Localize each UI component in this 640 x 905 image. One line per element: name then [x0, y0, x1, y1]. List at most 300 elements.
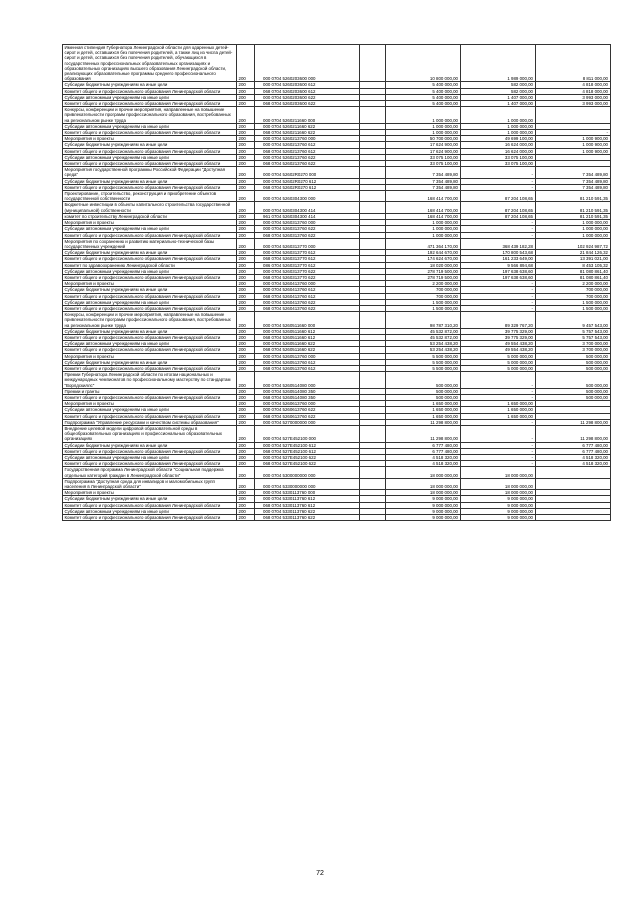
row-remainder-cell: 1 000 900,00	[535, 142, 610, 148]
row-min-cell: 200	[237, 334, 255, 340]
row-min-cell: 200	[237, 341, 255, 347]
budget-table	[62, 44, 611, 521]
row-total-cell: 33 075 100,00	[385, 154, 460, 160]
row-total-cell: 1 000 000,00	[385, 130, 460, 136]
row-name-cell: Комитет общего и профессионального образования Ленинградской области	[63, 413, 237, 419]
row-total-cell: 98 787 310,20	[385, 312, 460, 329]
row-executed-cell: -	[460, 281, 535, 287]
row-remainder-cell: 1 000 000,00	[535, 220, 610, 226]
row-code-cell: 068 0704 5260211660 622	[255, 130, 360, 136]
row-total-cell: 4 518 320,00	[385, 461, 460, 467]
row-name-cell: Государственная программа Ленинградской области "Социальная поддержка отдельных категорий граждан в Ленинградской области"	[63, 467, 237, 478]
row-remainder-cell: 11 298 800,00	[535, 419, 610, 425]
row-name-cell: Бюджетные инвестиции в объекты капитального строительства государственной (муниципальной) собственности	[63, 202, 237, 213]
row-name-cell: Комитет общего и профессионального образования Ленинградской области	[63, 394, 237, 400]
row-remainder-cell: 4 818 000,00	[535, 88, 610, 94]
row-total-cell: 7 354 489,80	[385, 167, 460, 178]
row-min-cell: 200	[237, 123, 255, 129]
row-empty-cell	[359, 191, 385, 202]
row-code-cell: 068 0704 5260203600 612	[255, 88, 360, 94]
row-total-cell: 1 000 000,00	[385, 226, 460, 232]
row-executed-cell: -	[460, 388, 535, 394]
row-total-cell: 1 500 000,00	[385, 305, 460, 311]
row-total-cell: 18 020 000,00	[385, 262, 460, 268]
row-executed-cell: 1 407 000,00	[460, 94, 535, 100]
row-min-cell: 200	[237, 178, 255, 184]
row-empty-cell	[359, 515, 385, 521]
row-executed-cell: 1 650 000,00	[460, 401, 535, 407]
row-remainder-cell: 81 210 591,35	[535, 213, 610, 219]
row-name-cell: Комитет общего и профессионального образования Ленинградской области	[63, 148, 237, 154]
row-total-cell: 17 624 900,00	[385, 142, 460, 148]
row-name-cell: Субсидии бюджетным учреждениям на иные цели	[63, 442, 237, 448]
row-executed-cell: 9 000 000,00	[460, 496, 535, 502]
row-total-cell: 5 400 000,00	[385, 88, 460, 94]
row-min-cell: 200	[237, 88, 255, 94]
row-min-cell: 200	[237, 101, 255, 107]
row-name-cell: Субсидии бюджетным учреждениям на иные цели	[63, 250, 237, 256]
row-name-cell: Проектирование, строительство, реконструкция и приобретение объектов государственной собственности	[63, 191, 237, 202]
row-name-cell: Субсидии автономным учреждениям на иные цели	[63, 341, 237, 347]
row-min-cell: 200	[237, 401, 255, 407]
row-name-cell: Комитет общего и профессионального образования Ленинградской области	[63, 232, 237, 238]
row-executed-cell: 16 624 000,00	[460, 148, 535, 154]
row-code-cell: 000 0704 5260613760 000	[255, 401, 360, 407]
row-name-cell: Комитет общего и профессионального образования Ленинградской области	[63, 305, 237, 311]
row-name-cell: Мероприятия государственной программы Российской Федерации "Доступная среда"	[63, 167, 237, 178]
row-remainder-cell: 700 000,00	[535, 287, 610, 293]
row-min-cell: 200	[237, 142, 255, 148]
row-executed-cell: -	[460, 305, 535, 311]
row-name-cell: Премии и гранты	[63, 388, 237, 394]
row-min-cell: 200	[237, 130, 255, 136]
row-remainder-cell: 81 210 591,35	[535, 202, 610, 213]
row-min-cell: 200	[237, 426, 255, 443]
row-empty-cell	[359, 467, 385, 478]
row-executed-cell: -	[460, 448, 535, 454]
row-min-cell: 200	[237, 107, 255, 124]
row-total-cell: 9 000 000,00	[385, 496, 460, 502]
row-remainder-cell	[535, 478, 610, 489]
row-executed-cell: -	[460, 232, 535, 238]
row-name-cell: Мероприятия и проекты	[63, 281, 237, 287]
row-total-cell: 11 298 800,00	[385, 426, 460, 443]
row-min-cell: 200	[237, 442, 255, 448]
row-executed-cell: 18 000 000,00	[460, 478, 535, 489]
row-min-cell: 200	[237, 184, 255, 190]
row-code-cell: 000 0704 5260313760 000	[255, 220, 360, 226]
row-name-cell: Комитет общего и профессионального образования Ленинградской области	[63, 448, 237, 454]
row-name-cell: Комитет общего и профессионального образования Ленинградской области	[63, 274, 237, 280]
row-code-cell: 000 0704 5260313770 622	[255, 268, 360, 274]
row-remainder-cell: 3 993 000,00	[535, 101, 610, 107]
row-remainder-cell: 7 354 489,80	[535, 178, 610, 184]
row-name-cell: Комитет общего и профессионального образования Ленинградской области	[63, 130, 237, 136]
row-remainder-cell: 102 924 987,72	[535, 238, 610, 249]
row-total-cell: 700 000,00	[385, 293, 460, 299]
row-name-cell: Комитет общего и профессионального образования Ленинградской области	[63, 365, 237, 371]
row-executed-cell: 87 204 108,65	[460, 191, 535, 202]
row-executed-cell: 87 204 108,65	[460, 213, 535, 219]
row-min-cell: 200	[237, 372, 255, 389]
row-empty-cell	[359, 312, 385, 329]
row-executed-cell: 1 989 000,00	[460, 45, 535, 82]
row-code-cell: 000 0704 5330113760 622	[255, 508, 360, 514]
row-name-cell: Конкурсы, конференции и прочие мероприятия, направленные на повышение привлекательности программ профессионального образования, востребованных на региональном рынке труда	[63, 107, 237, 124]
row-name-cell: Субсидии автономным учреждениям на иные цели	[63, 455, 237, 461]
row-name-cell: Субсидии автономным учреждениям на иные цели	[63, 123, 237, 129]
row-executed-cell: 33 075 100,00	[460, 154, 535, 160]
row-total-cell: 5 400 000,00	[385, 82, 460, 88]
table-row	[63, 312, 611, 329]
row-min-cell: 200	[237, 213, 255, 219]
row-name-cell: комитет по строительству Ленинградской области	[63, 213, 237, 219]
row-min-cell: 200	[237, 515, 255, 521]
row-code-cell: 000 0704 52602R0270 000	[255, 167, 360, 178]
row-min-cell: 200	[237, 305, 255, 311]
row-name-cell: Мероприятия и проекты	[63, 136, 237, 142]
row-name-cell: Субсидии автономным учреждениям на иные цели	[63, 299, 237, 305]
row-executed-cell: 9 000 000,00	[460, 502, 535, 508]
table-row	[63, 45, 611, 82]
page-number: 72	[316, 870, 324, 877]
row-total-cell: 5 500 000,00	[385, 359, 460, 365]
row-remainder-cell: 1 000 900,00	[535, 136, 610, 142]
row-code-cell: 068 0704 5260514080 350	[255, 394, 360, 400]
row-code-cell: 000 0704 5330113760 000	[255, 490, 360, 496]
table-row	[63, 467, 611, 478]
row-total-cell: 1 500 000,00	[385, 299, 460, 305]
row-executed-cell: 1 650 000,00	[460, 413, 535, 419]
row-executed-cell: 1 000 000,00	[460, 123, 535, 129]
row-min-cell: 200	[237, 274, 255, 280]
row-remainder-cell: 4 818 000,00	[535, 82, 610, 88]
row-min-cell: 200	[237, 388, 255, 394]
table-row	[63, 372, 611, 389]
row-code-cell: 000 0704 5260513760 000	[255, 353, 360, 359]
table-row	[63, 107, 611, 124]
row-remainder-cell: 6 777 480,00	[535, 448, 610, 454]
row-min-cell: 200	[237, 154, 255, 160]
row-name-cell: Мероприятия и проекты	[63, 401, 237, 407]
row-executed-cell: 33 075 100,00	[460, 161, 535, 167]
row-min-cell: 200	[237, 394, 255, 400]
row-remainder-cell	[535, 515, 610, 521]
row-executed-cell: -	[460, 293, 535, 299]
row-name-cell: Мероприятия и проекты	[63, 490, 237, 496]
row-remainder-cell: 8 453 105,32	[535, 262, 610, 268]
table-row	[63, 167, 611, 178]
row-executed-cell: 18 000 000,00	[460, 490, 535, 496]
row-executed-cell: 582 000,00	[460, 82, 535, 88]
row-name-cell: Субсидии автономным учреждениям на иные цели	[63, 154, 237, 160]
table-row	[63, 202, 611, 213]
row-remainder-cell	[535, 467, 610, 478]
row-empty-cell	[359, 372, 385, 389]
row-total-cell: 471 364 170,00	[385, 238, 460, 249]
row-name-cell: Подпрограмма "Управление ресурсами и качеством системы образования"	[63, 419, 237, 425]
row-executed-cell: 368 439 182,28	[460, 238, 535, 249]
table-row	[63, 478, 611, 489]
row-remainder-cell: 5 757 543,00	[535, 328, 610, 334]
row-min-cell: 200	[237, 256, 255, 262]
row-remainder-cell: 500 000,00	[535, 388, 610, 394]
row-total-cell: 6 777 480,00	[385, 442, 460, 448]
table-row	[63, 426, 611, 443]
row-total-cell: 1 650 000,00	[385, 413, 460, 419]
row-name-cell: Субсидии автономным учреждениям на иные цели	[63, 407, 237, 413]
row-executed-cell: 89 329 767,20	[460, 312, 535, 329]
row-name-cell: Конкурсы, конференции и прочие мероприятия, направленные на повышение привлекательности программ профессионального образования, востребованных на региональном рынке труда	[63, 312, 237, 329]
row-code-cell: 000 0704 5260413760 612	[255, 287, 360, 293]
row-total-cell: 500 000,00	[385, 394, 460, 400]
row-executed-cell: -	[460, 426, 535, 443]
row-min-cell: 200	[237, 287, 255, 293]
row-name-cell: Подпрограмма "Доступная среда для инвалидов и маломобильных групп населения в Ленинградской области"	[63, 478, 237, 489]
row-min-cell: 200	[237, 347, 255, 353]
row-executed-cell: -	[460, 372, 535, 389]
row-name-cell: Комитет общего и профессионального образования Ленинградской области	[63, 461, 237, 467]
row-min-cell: 200	[237, 148, 255, 154]
row-name-cell: Субсидии бюджетным учреждениям на иные цели	[63, 142, 237, 148]
row-min-cell: 200	[237, 299, 255, 305]
row-executed-cell: -	[460, 220, 535, 226]
row-min-cell: 200	[237, 448, 255, 454]
row-name-cell: Субсидии бюджетным учреждениям на иные цели	[63, 287, 237, 293]
row-executed-cell: -	[460, 394, 535, 400]
row-remainder-cell: 81 080 861,40	[535, 268, 610, 274]
budget-table-sheet	[62, 44, 608, 521]
row-code-cell: 000 0704 527E452100 622	[255, 455, 360, 461]
row-code-cell: 000 0704 527E452100 000	[255, 426, 360, 443]
row-code-cell: 000 0704 5270000000 000	[255, 419, 360, 425]
row-code-cell: 000 0704 52602R0270 612	[255, 178, 360, 184]
row-total-cell: 53 254 438,20	[385, 341, 460, 347]
row-remainder-cell: 700 000,00	[535, 293, 610, 299]
row-code-cell: 000 0704 5260211660 622	[255, 123, 360, 129]
row-remainder-cell: 11 298 800,00	[535, 426, 610, 443]
row-total-cell: 174 624 670,00	[385, 256, 460, 262]
row-executed-cell: -	[460, 419, 535, 425]
row-remainder-cell: 1 000 900,00	[535, 148, 610, 154]
row-executed-cell: -	[460, 184, 535, 190]
row-remainder-cell: 1 500 000,00	[535, 299, 610, 305]
row-executed-cell: -	[460, 287, 535, 293]
row-executed-cell: 39 775 329,00	[460, 334, 535, 340]
row-total-cell: 18 000 000,00	[385, 490, 460, 496]
row-remainder-cell: 1 000 000,00	[535, 226, 610, 232]
row-min-cell: 200	[237, 353, 255, 359]
row-executed-cell: 49 699 100,00	[460, 136, 535, 142]
row-code-cell: 068 0704 5260413760 622	[255, 305, 360, 311]
row-name-cell: Субсидии бюджетным учреждениям на иные цели	[63, 82, 237, 88]
row-name-cell: Мероприятия и проекты	[63, 220, 237, 226]
row-code-cell: 068 0704 5260613760 622	[255, 413, 360, 419]
row-executed-cell: 197 638 638,60	[460, 274, 535, 280]
row-name-cell: Комитет общего и профессионального образования Ленинградской области	[63, 347, 237, 353]
row-code-cell: 961 0704 5260304300 414	[255, 213, 360, 219]
row-code-cell: 068 0704 5260203600 622	[255, 101, 360, 107]
row-name-cell: Комитет общего и профессионального образования Ленинградской области	[63, 161, 237, 167]
row-executed-cell: -	[460, 226, 535, 232]
row-code-cell: 000 0704 5260304300 000	[255, 191, 360, 202]
row-remainder-cell: 500 000,00	[535, 353, 610, 359]
row-executed-cell: 582 000,00	[460, 88, 535, 94]
row-remainder-cell: 7 354 489,80	[535, 184, 610, 190]
row-remainder-cell: 6 777 480,00	[535, 442, 610, 448]
row-remainder-cell: 13 391 021,00	[535, 256, 610, 262]
row-code-cell: 068 0704 527E452100 612	[255, 448, 360, 454]
row-total-cell: 9 000 000,00	[385, 502, 460, 508]
row-remainder-cell: 500 000,00	[535, 372, 610, 389]
row-min-cell: 200	[237, 467, 255, 478]
row-remainder-cell: -	[535, 130, 610, 136]
row-remainder-cell: 81 210 591,35	[535, 191, 610, 202]
row-total-cell: 45 532 872,00	[385, 334, 460, 340]
row-code-cell: 068 0704 527E452100 622	[255, 461, 360, 467]
row-code-cell: 086 0704 5260313770 612	[255, 262, 360, 268]
row-remainder-cell: 500 000,00	[535, 359, 610, 365]
row-min-cell: 200	[237, 268, 255, 274]
row-remainder-cell: 4 518 320,00	[535, 461, 610, 467]
row-min-cell: 200	[237, 312, 255, 329]
row-min-cell: 200	[237, 365, 255, 371]
row-min-cell: 200	[237, 508, 255, 514]
row-code-cell: 000 0704 5260211660 000	[255, 107, 360, 124]
row-executed-cell: -	[460, 442, 535, 448]
row-total-cell: 1 000 000,00	[385, 107, 460, 124]
row-total-cell: 5 500 000,00	[385, 365, 460, 371]
budget-table-body	[63, 45, 611, 521]
row-total-cell: 45 532 872,00	[385, 328, 460, 334]
row-remainder-cell	[535, 107, 610, 124]
row-remainder-cell: 4 518 320,00	[535, 455, 610, 461]
row-name-cell: Субсидии автономным учреждениям на иные цели	[63, 226, 237, 232]
row-code-cell: 000 0704 5260413760 000	[255, 281, 360, 287]
row-min-cell: 200	[237, 461, 255, 467]
row-code-cell: 068 0704 5260313770 612	[255, 256, 360, 262]
row-min-cell: 200	[237, 490, 255, 496]
row-name-cell: Комитет общего и профессионального образования Ленинградской области	[63, 334, 237, 340]
row-name-cell: Субсидии автономным учреждениям на иные цели	[63, 268, 237, 274]
row-total-cell: 50 700 000,00	[385, 136, 460, 142]
row-min-cell: 200	[237, 496, 255, 502]
row-remainder-cell: 3 993 000,00	[535, 94, 610, 100]
row-executed-cell: 161 233 649,00	[460, 256, 535, 262]
row-name-cell: Внедрение целевой модели цифровой образовательной среды в общеобразовательных организациях и профессиональных образовательных организациях	[63, 426, 237, 443]
row-executed-cell: 5 000 000,00	[460, 365, 535, 371]
row-total-cell: 1 000 000,00	[385, 220, 460, 226]
row-name-cell: Комитет общего и профессионального образования Ленинградской области	[63, 184, 237, 190]
row-code-cell: 000 0704 5260203600 000	[255, 45, 360, 82]
row-executed-cell: 49 554 438,20	[460, 341, 535, 347]
row-total-cell: 10 800 000,00	[385, 45, 460, 82]
row-code-cell: 068 0704 5260313760 622	[255, 232, 360, 238]
row-code-cell: 000 0704 5260514080 350	[255, 388, 360, 394]
row-code-cell: 000 0704 5260313760 622	[255, 226, 360, 232]
row-name-cell: Субсидии бюджетным учреждениям на иные цели	[63, 328, 237, 334]
row-code-cell: 000 0704 5260413760 622	[255, 299, 360, 305]
row-name-cell: Мероприятия по сохранению и развитию материально-технической базы государственных учреждений	[63, 238, 237, 249]
row-remainder-cell: 5 757 543,00	[535, 334, 610, 340]
row-remainder-cell: 21 844 126,32	[535, 250, 610, 256]
row-name-cell: Субсидии бюджетным учреждениям на иные цели	[63, 178, 237, 184]
row-executed-cell: -	[460, 299, 535, 305]
row-min-cell: 200	[237, 161, 255, 167]
row-code-cell: 000 0704 5260203600 612	[255, 82, 360, 88]
row-total-cell: 700 000,00	[385, 287, 460, 293]
row-code-cell: 000 0704 5260511660 622	[255, 341, 360, 347]
row-code-cell: 000 0704 5260514080 000	[255, 372, 360, 389]
row-name-cell: Субсидии автономным учреждениям на иные цели	[63, 94, 237, 100]
row-code-cell: 000 0704 5260613760 622	[255, 407, 360, 413]
row-code-cell: 000 0704 5330113760 612	[255, 496, 360, 502]
row-executed-cell: -	[460, 461, 535, 467]
row-empty-cell	[359, 426, 385, 443]
row-empty-cell	[359, 167, 385, 178]
row-remainder-cell: 500 000,00	[535, 365, 610, 371]
row-empty-cell	[359, 478, 385, 489]
row-total-cell: 6 777 480,00	[385, 448, 460, 454]
row-total-cell: 5 400 000,00	[385, 101, 460, 107]
row-remainder-cell: 1 500 000,00	[535, 305, 610, 311]
row-min-cell: 200	[237, 407, 255, 413]
row-name-cell: Комитет общего и профессионального образования Ленинградской области	[63, 502, 237, 508]
row-min-cell: 200	[237, 238, 255, 249]
row-executed-cell: -	[460, 167, 535, 178]
row-min-cell: 200	[237, 202, 255, 213]
row-executed-cell: 1 650 000,00	[460, 407, 535, 413]
row-name-cell: Субсидии бюджетным учреждениям на иные цели	[63, 496, 237, 502]
row-name-cell: Комитет общего и профессионального образования Ленинградской области	[63, 256, 237, 262]
row-remainder-cell: 3 700 000,00	[535, 341, 610, 347]
row-code-cell: 000 0704 5260213760 612	[255, 142, 360, 148]
row-name-cell: Комитет общего и профессионального образования Ленинградской области	[63, 101, 237, 107]
row-min-cell: 200	[237, 502, 255, 508]
row-total-cell: 168 414 700,00	[385, 191, 460, 202]
row-min-cell: 200	[237, 328, 255, 334]
row-empty-cell	[359, 238, 385, 249]
row-min-cell: 200	[237, 220, 255, 226]
row-total-cell: 1 650 000,00	[385, 407, 460, 413]
row-min-cell: 200	[237, 359, 255, 365]
row-empty-cell	[359, 107, 385, 124]
row-name-cell: Мероприятия и проекты	[63, 353, 237, 359]
row-remainder-cell: 7 354 489,80	[535, 167, 610, 178]
row-code-cell: 068 0704 5260213760 622	[255, 161, 360, 167]
row-code-cell: 000 0704 5260513760 612	[255, 359, 360, 365]
row-min-cell: 200	[237, 82, 255, 88]
row-code-cell: 068 0704 52602R0270 612	[255, 184, 360, 190]
row-code-cell: 068 0704 5260511660 622	[255, 347, 360, 353]
row-remainder-cell: 81 080 861,40	[535, 274, 610, 280]
row-total-cell: 5 400 000,00	[385, 94, 460, 100]
row-min-cell: 200	[237, 413, 255, 419]
row-total-cell: 4 518 320,00	[385, 455, 460, 461]
row-remainder-cell: 3 700 000,00	[535, 347, 610, 353]
row-executed-cell: 1 407 000,00	[460, 101, 535, 107]
row-total-cell: 278 719 500,00	[385, 268, 460, 274]
row-name-cell: Субсидии бюджетным учреждениям на иные цели	[63, 359, 237, 365]
row-executed-cell: 18 000 000,00	[460, 467, 535, 478]
row-code-cell: 000 0704 5260313770 612	[255, 250, 360, 256]
row-code-cell: 000 0704 5260203600 622	[255, 94, 360, 100]
row-executed-cell: 39 775 329,00	[460, 328, 535, 334]
row-executed-cell: -	[460, 455, 535, 461]
row-total-cell: 11 298 800,00	[385, 419, 460, 425]
row-remainder-cell: 500 000,00	[535, 394, 610, 400]
row-empty-cell	[359, 45, 385, 82]
